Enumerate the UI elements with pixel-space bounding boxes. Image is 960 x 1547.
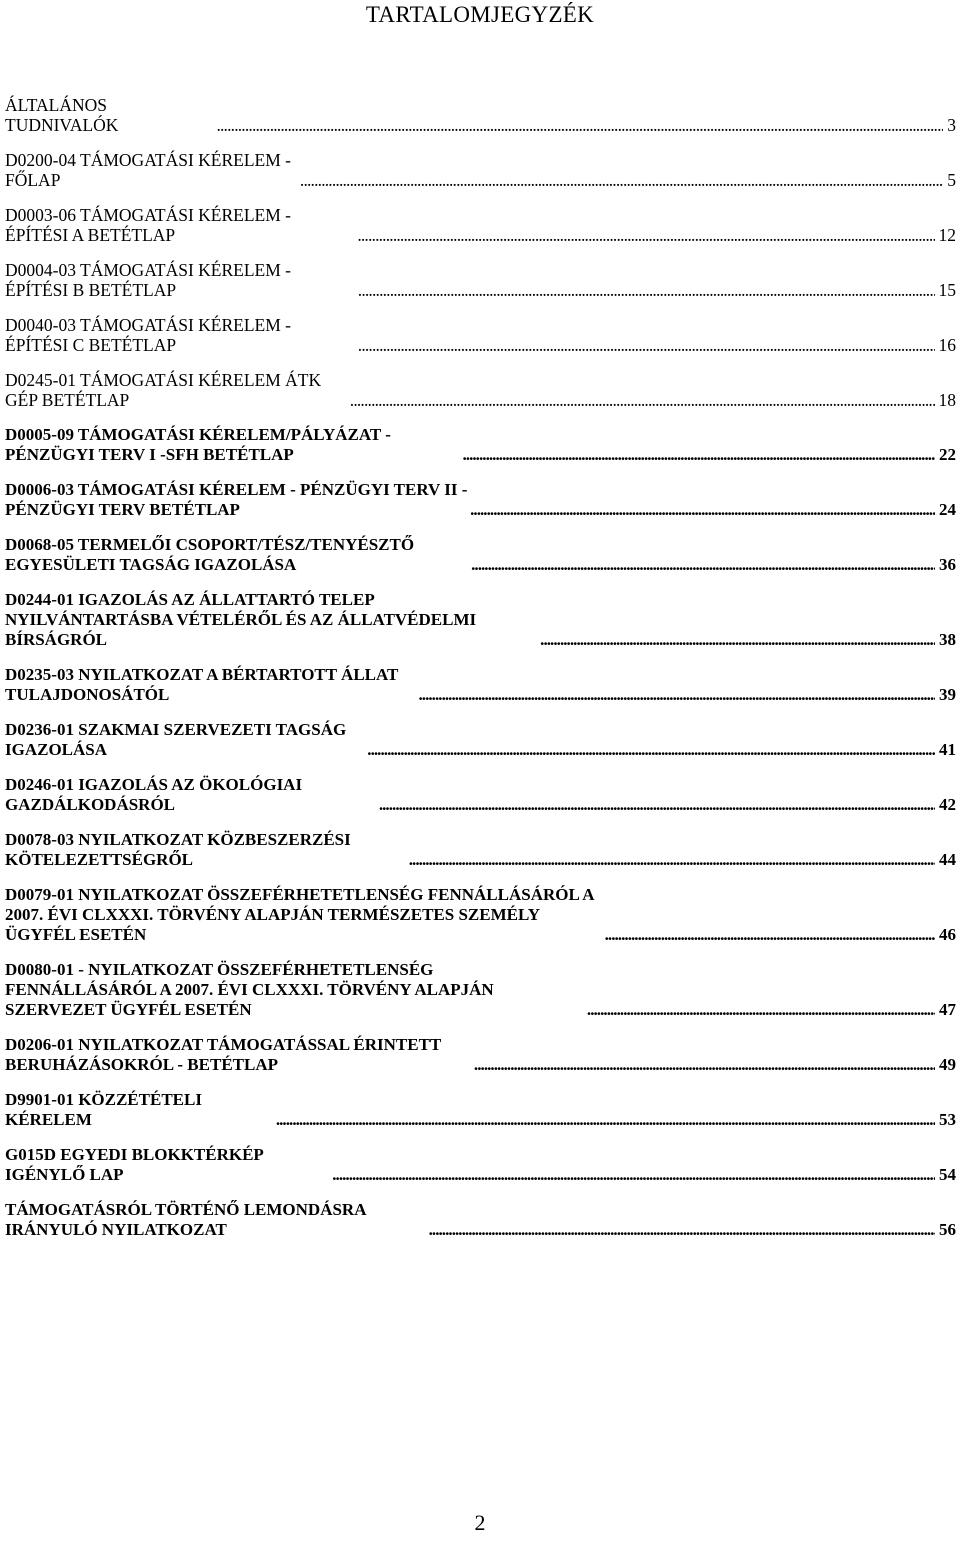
toc-entry-title: D0078-03 NYILATKOZAT KÖZBESZERZÉSI KÖTELEZETTSÉGRŐL <box>5 830 351 869</box>
toc-entry-title: G015D EGYEDI BLOKKTÉRKÉP IGÉNYLŐ LAP <box>5 1145 263 1184</box>
toc-entry-title: D0245-01 TÁMOGATÁSI KÉRELEM ÁTK GÉP BETÉTLAP <box>5 370 322 410</box>
toc-dot-leader <box>300 170 943 190</box>
toc-entry[interactable] <box>5 665 956 705</box>
toc-entry[interactable] <box>5 960 956 1020</box>
toc-entry[interactable] <box>5 260 956 300</box>
toc-entry[interactable] <box>5 1145 956 1185</box>
toc-dot-leader <box>474 1055 935 1075</box>
toc-entry-page: 38 <box>939 630 956 649</box>
toc-dot-leader <box>216 115 943 135</box>
toc-entry-title: D0079-01 NYILATKOZAT ÖSSZEFÉRHETETLENSÉG FENNÁLLÁSÁRÓL A 2007. ÉVI CLXXXI. TÖRVÉNY ALAPJÁN TERMÉSZETES SZEMÉLY ÜGYFÉL ESETÉN <box>5 885 594 944</box>
toc-entry-title: D9901-01 KÖZZÉTÉTELI KÉRELEM <box>5 1090 202 1129</box>
toc-entry-title: D0068-05 TERMELŐI CSOPORT/TÉSZ/TENYÉSZTŐ EGYESÜLETI TAGSÁG IGAZOLÁSA <box>5 535 415 574</box>
toc-entry[interactable] <box>5 1200 956 1240</box>
toc-entry-page: 22 <box>939 445 956 464</box>
toc-dot-leader <box>429 1220 935 1240</box>
toc-entry[interactable] <box>5 1035 956 1075</box>
toc-entry[interactable] <box>5 720 956 760</box>
toc-entry-page: 18 <box>938 390 956 410</box>
toc-dot-leader <box>350 390 935 410</box>
toc-dot-leader <box>358 280 935 300</box>
toc-dot-leader <box>605 925 935 945</box>
toc-entry-title: D0003-06 TÁMOGATÁSI KÉRELEM - ÉPÍTÉSI A BETÉTLAP <box>5 205 291 245</box>
toc-entry-page: 56 <box>939 1220 956 1239</box>
toc-dot-leader <box>367 740 935 760</box>
toc-entry-page: 47 <box>939 1000 956 1019</box>
toc-dot-leader <box>540 630 935 650</box>
toc-entry-page: 5 <box>947 170 956 190</box>
toc-entry-page: 24 <box>939 500 956 519</box>
toc-entry-page: 15 <box>938 280 956 300</box>
toc-dot-leader <box>357 225 934 245</box>
toc-entry[interactable] <box>5 830 956 870</box>
page-title: TARTALOMJEGYZÉK <box>365 2 595 27</box>
toc-entry-page: 41 <box>939 740 956 759</box>
toc-entry[interactable] <box>5 775 956 815</box>
toc-entry[interactable] <box>5 95 956 135</box>
toc-entry[interactable] <box>5 535 956 575</box>
toc-entry-title: D0005-09 TÁMOGATÁSI KÉRELEM/PÁLYÁZAT - PÉNZÜGYI TERV I -SFH BETÉTLAP <box>5 425 391 464</box>
toc-dot-leader <box>462 445 935 465</box>
toc-entry[interactable] <box>5 425 956 465</box>
toc-entry-page: 44 <box>939 850 956 869</box>
toc-entry[interactable] <box>5 370 956 410</box>
page-number: 2 <box>474 1510 486 1535</box>
toc-entry-title: D0200-04 TÁMOGATÁSI KÉRELEM - FŐLAP <box>5 150 291 190</box>
toc-entry-title: D0004-03 TÁMOGATÁSI KÉRELEM - ÉPÍTÉSI B BETÉTLAP <box>5 260 291 300</box>
toc-dot-leader <box>276 1110 935 1130</box>
toc-entry-page: 12 <box>938 225 956 245</box>
toc-dot-leader <box>587 1000 935 1020</box>
toc-entry-page: 16 <box>938 335 956 355</box>
toc-entry-title: D0206-01 NYILATKOZAT TÁMOGATÁSSAL ÉRINTETT BERUHÁZÁSOKRÓL - BETÉTLAP <box>5 1035 441 1074</box>
toc-dot-leader <box>358 335 935 355</box>
toc-entry-page: 54 <box>939 1165 956 1184</box>
toc-dot-leader <box>470 500 935 520</box>
toc-entry-title: D0080-01 - NYILATKOZAT ÖSSZEFÉRHETETLENSÉG FENNÁLLÁSÁRÓL A 2007. ÉVI CLXXXI. TÖRVÉNY ALAPJÁN SZERVEZET ÜGYFÉL ESETÉN <box>5 960 494 1019</box>
toc-entry-title: D0040-03 TÁMOGATÁSI KÉRELEM - ÉPÍTÉSI C BETÉTLAP <box>5 315 291 355</box>
toc-dot-leader <box>418 685 935 705</box>
toc-entry-title: ÁLTALÁNOS TUDNIVALÓK <box>5 95 119 135</box>
toc-entry[interactable] <box>5 480 956 520</box>
toc-entry-title: D0244-01 IGAZOLÁS AZ ÁLLATTARTÓ TELEP NYILVÁNTARTÁSBA VÉTELÉRŐL ÉS AZ ÁLLATVÉDELMI BÍRSÁGRÓL <box>5 590 477 649</box>
toc-entry[interactable] <box>5 1090 956 1130</box>
toc-dot-leader <box>379 795 935 815</box>
toc-entry[interactable] <box>5 590 956 650</box>
toc-entry-page: 3 <box>947 115 956 135</box>
toc-entry[interactable] <box>5 315 956 355</box>
toc-entry-title: D0246-01 IGAZOLÁS AZ ÖKOLÓGIAI GAZDÁLKODÁSRÓL <box>5 775 303 814</box>
toc-entry-page: 53 <box>939 1110 956 1129</box>
toc-dot-leader <box>332 1165 935 1185</box>
toc-entry-page: 46 <box>939 925 956 944</box>
toc-entry-title: D0006-03 TÁMOGATÁSI KÉRELEM - PÉNZÜGYI TERV II - PÉNZÜGYI TERV BETÉTLAP <box>5 480 468 519</box>
toc-entry[interactable] <box>5 205 956 245</box>
toc-entry-title: TÁMOGATÁSRÓL TÖRTÉNŐ LEMONDÁSRA IRÁNYULÓ NYILATKOZAT <box>5 1200 366 1239</box>
toc-dot-leader <box>471 555 935 575</box>
toc-entry-page: 36 <box>939 555 956 574</box>
table-of-contents <box>5 95 956 1255</box>
toc-entry-page: 42 <box>939 795 956 814</box>
toc-entry-page: 49 <box>939 1055 956 1074</box>
toc-entry-title: D0235-03 NYILATKOZAT A BÉRTARTOTT ÁLLAT TULAJDONOSÁTÓL <box>5 665 399 704</box>
toc-entry[interactable] <box>5 885 956 945</box>
toc-entry[interactable] <box>5 150 956 190</box>
toc-entry-page: 39 <box>939 685 956 704</box>
toc-entry-title: D0236-01 SZAKMAI SZERVEZETI TAGSÁG IGAZOLÁSA <box>5 720 347 759</box>
toc-dot-leader <box>409 850 935 870</box>
